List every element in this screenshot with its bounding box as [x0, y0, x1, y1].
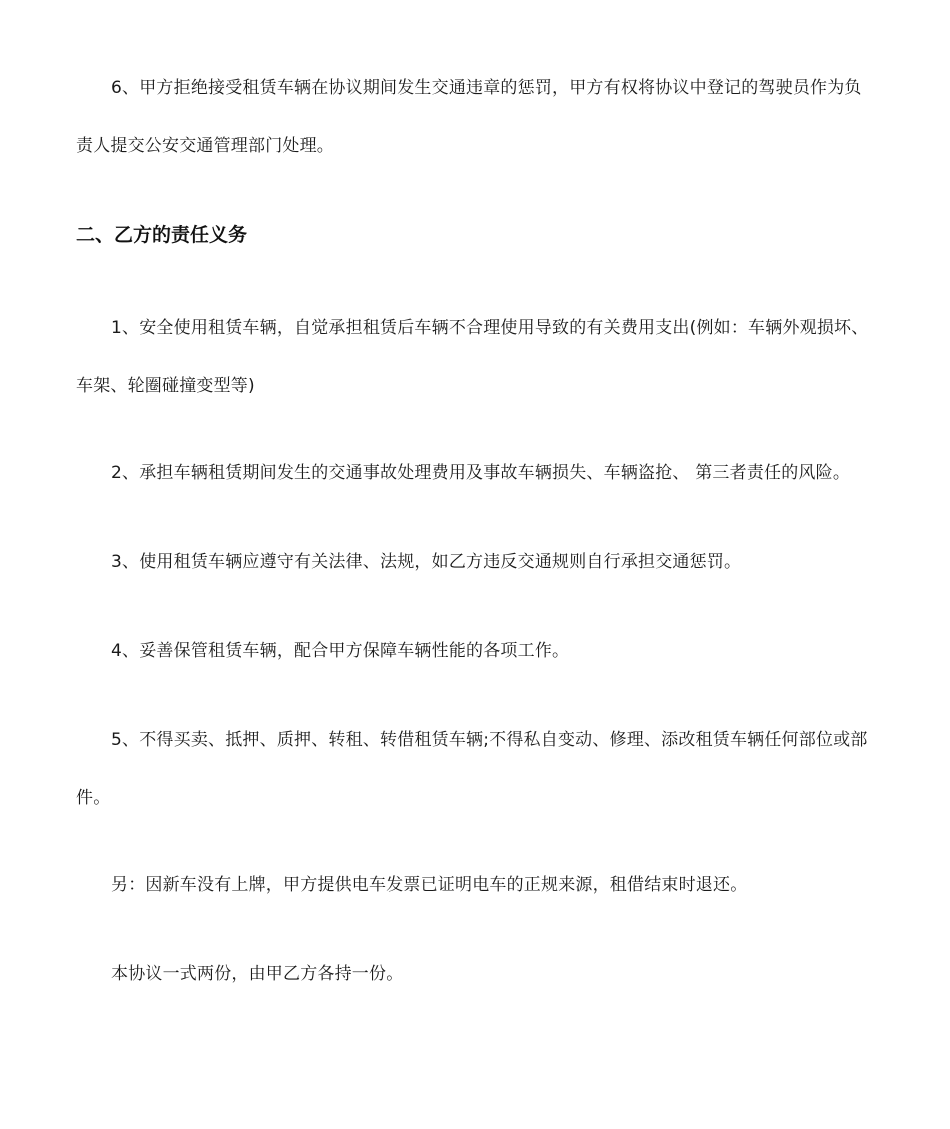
obligation-item-4: 4、妥善保管租赁车辆，配合甲方保障车辆性能的各项工作。 — [111, 641, 570, 661]
clause-6-paragraph: 6、甲方拒绝接受租赁车辆在协议期间发生交通违章的惩罚，甲方有权将协议中登记的驾驶员作为负责人提交公安交通管理部门处理。 — [76, 78, 862, 156]
section-heading: 二、乙方的责任义务 — [76, 224, 248, 246]
supplementary-note: 另：因新车没有上牌，甲方提供电车发票已证明电车的正规来源，租借结束时退还。 — [111, 875, 748, 895]
obligation-item-2: 2、承担车辆租赁期间发生的交通事故处理费用及事故车辆损失、车辆盗抢、 第三者责任的风险。 — [111, 463, 851, 483]
obligation-item-5: 5、不得买卖、抵押、质押、转租、转借租赁车辆;不得私自变动、修理、添改租赁车辆任何部位或部件。 — [76, 730, 868, 808]
obligation-item-1: 1、安全使用租赁车辆，自觉承担租赁后车辆不合理使用导致的有关费用支出(例如：车辆外观损坏、车架、轮圈碰撞变型等) — [76, 318, 869, 396]
copies-statement: 本协议一式两份，由甲乙方各持一份。 — [111, 964, 404, 984]
obligation-item-3: 3、使用租赁车辆应遵守有关法律、法规，如乙方违反交通规则自行承担交通惩罚。 — [111, 552, 742, 572]
